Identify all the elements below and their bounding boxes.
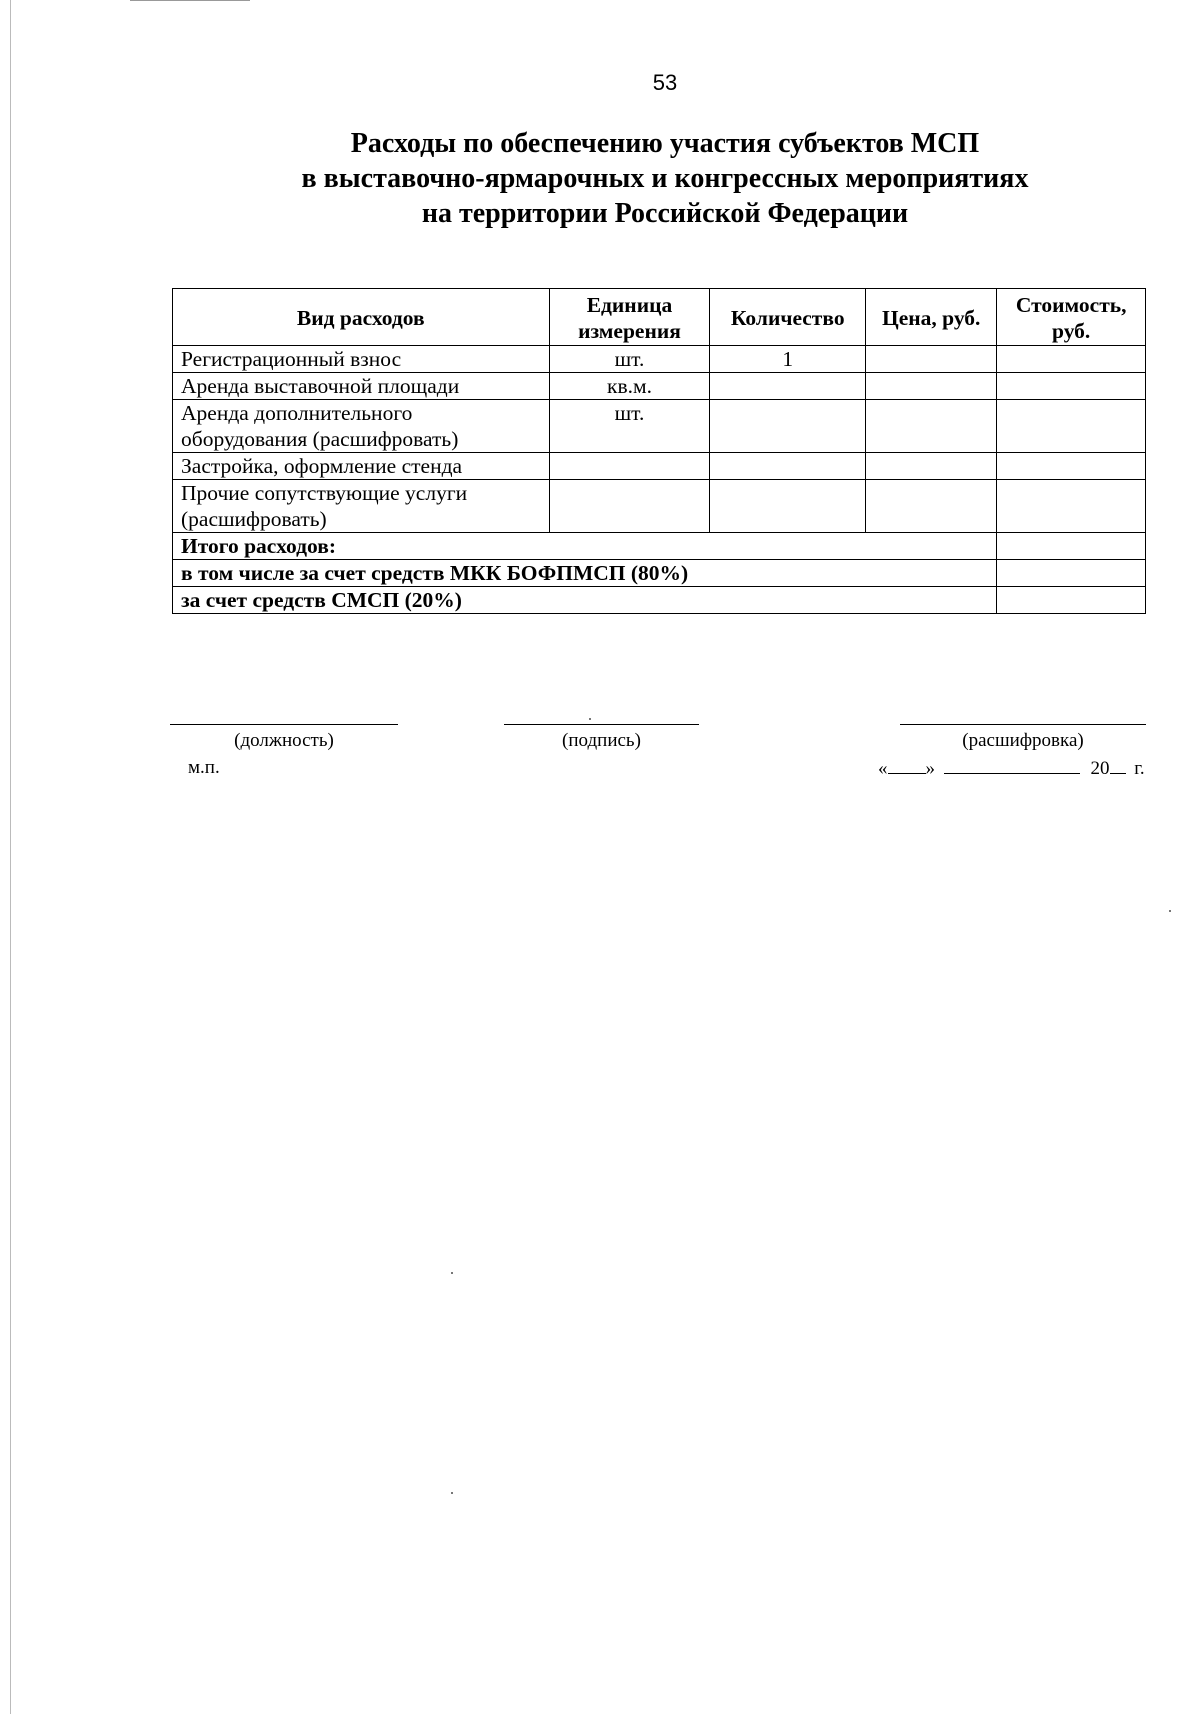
table-row bbox=[173, 480, 1146, 533]
cell-unit bbox=[549, 480, 710, 533]
header-qty: Количество bbox=[710, 289, 866, 346]
signature-label: (подпись) bbox=[562, 730, 641, 751]
cell-price bbox=[866, 480, 997, 533]
header-type: Вид расходов bbox=[173, 289, 550, 346]
expenses-table bbox=[172, 288, 1146, 614]
cell-unit: шт. bbox=[549, 400, 710, 453]
cell-unit: шт. bbox=[549, 346, 710, 373]
cell-unit bbox=[549, 453, 710, 480]
cell-qty bbox=[710, 480, 866, 533]
cell-qty bbox=[710, 453, 866, 480]
cell-price bbox=[866, 346, 997, 373]
cell-type: Застройка, оформление стенда bbox=[173, 453, 550, 480]
total-smsp-label: за счет средств СМСП (20%) bbox=[173, 587, 997, 614]
cell-price bbox=[866, 453, 997, 480]
header-unit: Единица измерения bbox=[549, 289, 710, 346]
table-row bbox=[173, 346, 1146, 373]
total-smsp-cost bbox=[997, 587, 1146, 614]
cell-cost bbox=[997, 373, 1146, 400]
total-row bbox=[173, 533, 1146, 560]
date-open-quote: « bbox=[878, 758, 888, 779]
cell-qty bbox=[710, 373, 866, 400]
position-line bbox=[170, 724, 398, 725]
day-blank bbox=[888, 757, 926, 774]
cell-cost bbox=[997, 453, 1146, 480]
header-cost: Стоимость, руб. bbox=[997, 289, 1146, 346]
cell-type: Аренда выставочной площади bbox=[173, 373, 550, 400]
decipher-line bbox=[900, 724, 1146, 725]
cell-type: Аренда дополнительного оборудования (расшифровать) bbox=[173, 400, 550, 453]
total-label: Итого расходов: bbox=[173, 533, 997, 560]
cell-unit: кв.м. bbox=[549, 373, 710, 400]
cell-cost bbox=[997, 480, 1146, 533]
year-blank bbox=[1110, 757, 1126, 774]
title-line-3: на территории Российской Федерации bbox=[421, 198, 909, 229]
title-line-1: Расходы по обеспечению участия субъектов МСП bbox=[350, 128, 980, 159]
cell-qty bbox=[710, 400, 866, 453]
table-row bbox=[173, 400, 1146, 453]
scan-margin-line bbox=[10, 0, 11, 1714]
page-number: 53 bbox=[652, 70, 678, 95]
scan-speck bbox=[589, 718, 591, 720]
table-row bbox=[173, 453, 1146, 480]
decipher-label: (расшифровка) bbox=[962, 730, 1084, 751]
year-suffix: г. bbox=[1134, 758, 1145, 779]
document-title bbox=[0, 126, 1200, 231]
total-cost bbox=[997, 533, 1146, 560]
cell-cost bbox=[997, 400, 1146, 453]
total-mkk-cost bbox=[997, 560, 1146, 587]
scan-speck bbox=[451, 1272, 453, 1274]
scan-speck bbox=[1169, 910, 1171, 912]
cell-qty: 1 bbox=[710, 346, 866, 373]
date-close-quote: » bbox=[925, 758, 935, 779]
signature-line bbox=[504, 724, 699, 725]
cell-price bbox=[866, 373, 997, 400]
total-row-smsp bbox=[173, 587, 1146, 614]
header-price: Цена, руб. bbox=[866, 289, 997, 346]
total-row-mkk bbox=[173, 560, 1146, 587]
year-prefix: 20 bbox=[1090, 758, 1110, 779]
cell-type: Прочие сопутствующие услуги (расшифровать) bbox=[173, 480, 550, 533]
scan-speck bbox=[451, 1492, 453, 1494]
cell-price bbox=[866, 400, 997, 453]
cell-type: Регистрационный взнос bbox=[173, 346, 550, 373]
position-label: (должность) bbox=[234, 730, 334, 751]
stamp-label: м.п. bbox=[188, 757, 220, 778]
title-line-2: в выставочно-ярмарочных и конгрессных мероприятиях bbox=[301, 163, 1029, 194]
total-mkk-label: в том числе за счет средств МКК БОФПМСП (80%) bbox=[173, 560, 997, 587]
cell-cost bbox=[997, 346, 1146, 373]
table-header-row bbox=[173, 289, 1146, 346]
month-blank bbox=[944, 757, 1080, 774]
table-row bbox=[173, 373, 1146, 400]
date-line bbox=[878, 757, 1145, 780]
scan-top-line bbox=[130, 0, 250, 1]
